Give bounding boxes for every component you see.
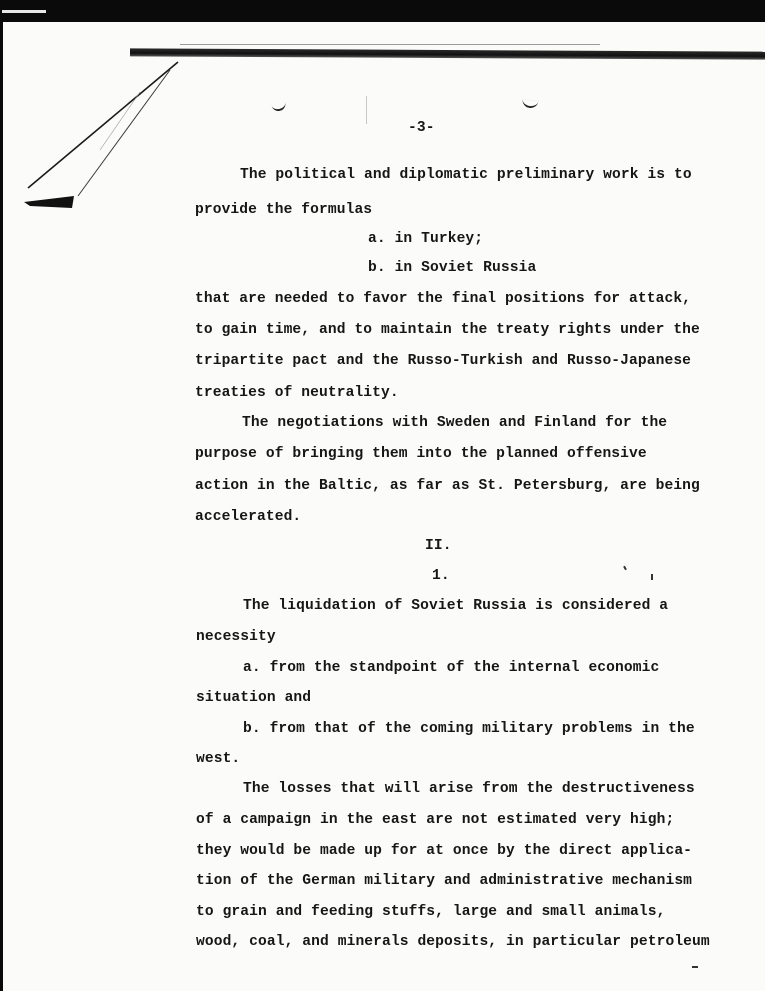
scan-artifact-mark xyxy=(271,102,286,113)
paragraph-line: to gain time, and to maintain the treaty rights under the xyxy=(195,322,700,338)
paragraph-line: The liquidation of Soviet Russia is considered a xyxy=(243,598,669,614)
list-item: situation and xyxy=(196,690,312,706)
paragraph-line: necessity xyxy=(196,629,276,645)
list-item: b. from that of the coming military problems in the xyxy=(243,721,695,737)
paragraph-line: provide the formulas xyxy=(195,202,373,218)
paragraph-line: wood, coal, and minerals deposits, in particular petroleum xyxy=(196,934,710,950)
paragraph-line: they would be made up for at once by the direct applica- xyxy=(196,843,693,859)
scan-artifact-speck xyxy=(651,574,653,580)
paragraph-line: tion of the German military and administrative mechanism xyxy=(196,873,693,889)
paragraph-line: treaties of neutrality. xyxy=(195,385,399,401)
list-item: west. xyxy=(196,751,241,767)
list-item: b. in Soviet Russia xyxy=(368,260,537,276)
paragraph-line: that are needed to favor the final positions for attack, xyxy=(195,291,692,307)
page-number: -3- xyxy=(408,120,435,136)
scan-artifact-mark xyxy=(366,96,367,124)
paragraph-line: accelerated. xyxy=(195,509,302,525)
paragraph-line: The losses that will arise from the destructiveness xyxy=(243,781,695,797)
paragraph-line: The negotiations with Sweden and Finland for the xyxy=(242,415,668,431)
scan-artifact-mark xyxy=(522,99,539,109)
section-heading: II. xyxy=(425,538,452,554)
scan-artifact-bar xyxy=(130,48,765,59)
paragraph-line: action in the Baltic, as far as St. Petersburg, are being xyxy=(195,478,700,494)
paragraph-line: purpose of bringing them into the planned offensive xyxy=(195,446,647,462)
paragraph-line: to grain and feeding stuffs, large and small animals, xyxy=(196,904,666,920)
list-item: a. in Turkey; xyxy=(368,231,484,247)
paragraph-line: The political and diplomatic preliminary work is to xyxy=(240,167,692,183)
scan-artifact-speck xyxy=(623,566,627,570)
section-number: 1. xyxy=(432,568,450,584)
paragraph-line: tripartite pact and the Russo-Turkish and Russo-Japanese xyxy=(195,353,692,369)
scan-artifact-speck xyxy=(692,966,698,968)
scan-artifact-line xyxy=(180,44,600,45)
scan-artifact-diagonal xyxy=(0,0,200,230)
paragraph-line: of a campaign in the east are not estimated very high; xyxy=(196,812,675,828)
list-item: a. from the standpoint of the internal economic xyxy=(243,660,660,676)
